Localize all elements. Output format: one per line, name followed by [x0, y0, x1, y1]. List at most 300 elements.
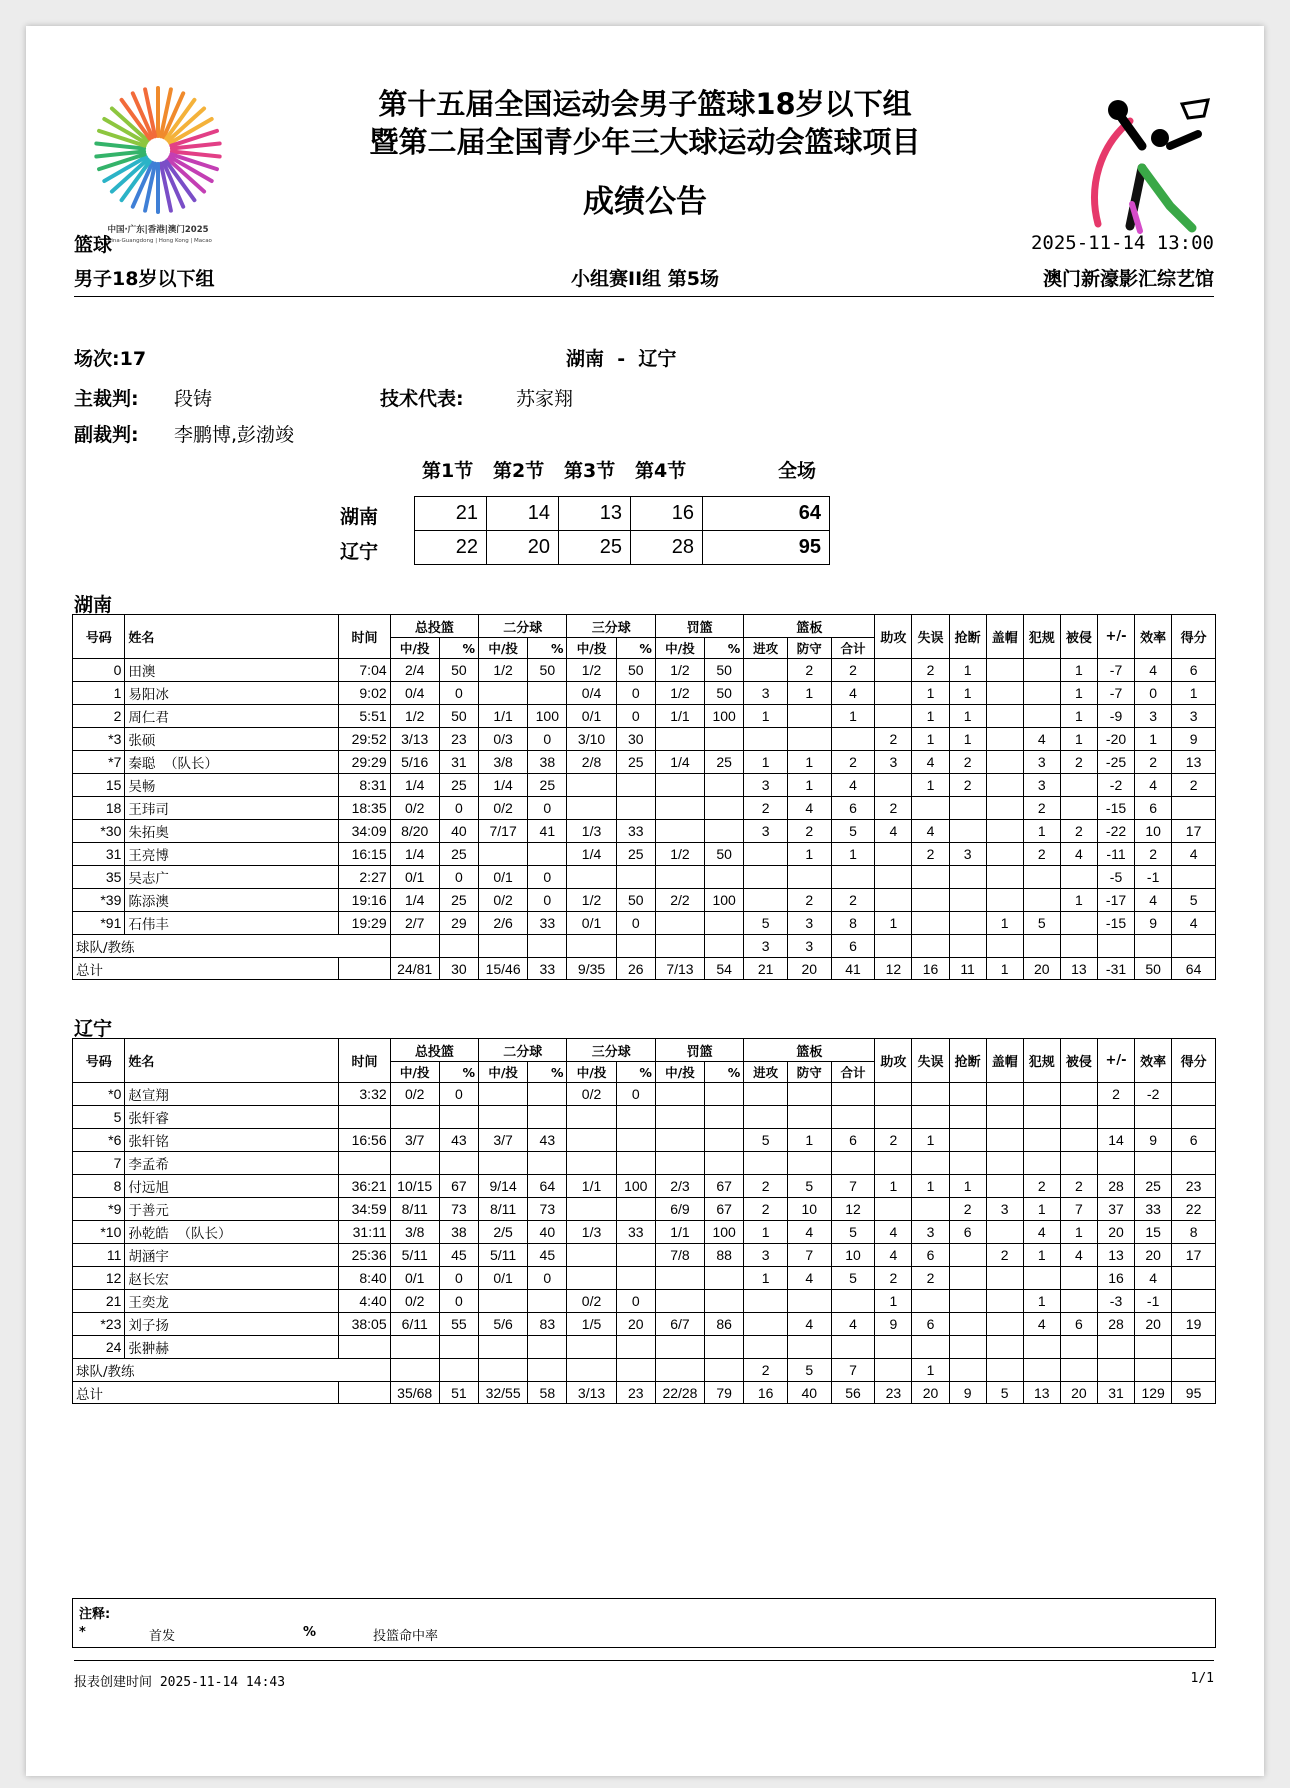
stat-cell	[705, 866, 744, 889]
empty-cell	[1172, 1359, 1216, 1382]
stat-cell: 16:15	[339, 843, 390, 866]
stat-cell	[567, 1106, 616, 1129]
stat-cell	[875, 659, 912, 682]
stat-cell: -20	[1097, 728, 1134, 751]
stat-cell: 2	[744, 1175, 788, 1198]
stat-cell: 3/10	[567, 728, 616, 751]
stat-cell: 1/3	[567, 1221, 616, 1244]
col-pf: 犯规	[1023, 1039, 1060, 1083]
total-cell: 20	[912, 1382, 949, 1404]
stat-cell: 9/14	[479, 1175, 528, 1198]
stat-cell	[390, 1106, 439, 1129]
player-row	[73, 912, 1216, 935]
player-row	[73, 751, 1216, 774]
col-ft: 罚篮	[655, 615, 743, 638]
stat-cell	[479, 1106, 528, 1129]
stat-cell: 9:02	[339, 682, 390, 705]
stat-cell	[986, 728, 1023, 751]
stat-cell: 1	[1060, 682, 1097, 705]
chief-ref-label: 主裁判:	[74, 388, 139, 410]
stat-cell: 8:40	[339, 1267, 390, 1290]
total-cell: 22/28	[655, 1382, 704, 1404]
quarter-row-team2	[415, 531, 830, 565]
stat-cell	[986, 1221, 1023, 1244]
stat-cell: 1	[744, 1221, 788, 1244]
stat-cell: 19:16	[339, 889, 390, 912]
stat-cell: 25	[439, 843, 478, 866]
empty-cell	[339, 1382, 390, 1404]
stat-cell	[875, 1198, 912, 1221]
stat-cell: 20	[1135, 1244, 1172, 1267]
stat-cell: 2	[912, 1267, 949, 1290]
player-name: 朱拓奥	[125, 820, 339, 843]
total-cell: 9/35	[567, 958, 616, 980]
stat-cell: 1/2	[567, 889, 616, 912]
player-row	[73, 774, 1216, 797]
stat-cell	[705, 1290, 744, 1313]
stat-cell: 50	[705, 659, 744, 682]
stat-cell: 1	[831, 843, 875, 866]
stat-cell: 1/2	[567, 659, 616, 682]
stat-cell: 21	[73, 1290, 125, 1313]
page-number: 1/1	[1190, 1671, 1214, 1686]
stat-cell: 0/1	[479, 1267, 528, 1290]
stat-cell: 4	[1172, 912, 1216, 935]
stat-cell: 2	[949, 751, 986, 774]
stat-cell: 8/11	[390, 1198, 439, 1221]
stat-cell: -25	[1097, 751, 1134, 774]
col-pct: %	[616, 638, 655, 659]
stat-cell: 2	[1023, 1175, 1060, 1198]
stat-cell	[705, 1129, 744, 1152]
empty-cell	[655, 1359, 704, 1382]
stat-cell: 3/13	[390, 728, 439, 751]
stat-cell: 31	[439, 751, 478, 774]
stat-cell: 7	[1060, 1198, 1097, 1221]
stat-cell	[875, 682, 912, 705]
stat-cell: 34:59	[339, 1198, 390, 1221]
stat-cell	[986, 1106, 1023, 1129]
stat-cell: 16:56	[339, 1129, 390, 1152]
player-name: 孙乾皓 （队长）	[125, 1221, 339, 1244]
total-cell: 20	[1023, 958, 1060, 980]
stat-cell	[567, 1129, 616, 1152]
total-cell: 33	[528, 958, 567, 980]
stat-cell	[949, 797, 986, 820]
player-row	[73, 1106, 1216, 1129]
stat-cell: 1/1	[655, 1221, 704, 1244]
team-to: 1	[912, 1359, 949, 1382]
empty-cell	[1060, 1359, 1097, 1382]
stat-cell: 5/16	[390, 751, 439, 774]
stat-cell: 1	[912, 774, 949, 797]
total-cell: 58	[528, 1382, 567, 1404]
stat-cell	[986, 820, 1023, 843]
stat-cell: 3	[744, 682, 788, 705]
stat-cell	[1172, 797, 1216, 820]
col-no: 号码	[73, 1039, 125, 1083]
stat-cell: 3	[1172, 705, 1216, 728]
stat-cell	[1060, 912, 1097, 935]
player-row	[73, 705, 1216, 728]
stat-cell: 3	[787, 912, 831, 935]
col-pct: %	[705, 1062, 744, 1083]
stat-cell: 19	[1172, 1313, 1216, 1336]
notes-box	[72, 1598, 1216, 1648]
stat-cell: 7/8	[655, 1244, 704, 1267]
stat-cell	[390, 1152, 439, 1175]
empty-cell	[439, 935, 478, 958]
stat-cell: 0	[528, 728, 567, 751]
col-eff: 效率	[1135, 1039, 1172, 1083]
stat-cell	[567, 1336, 616, 1359]
stat-cell	[986, 774, 1023, 797]
sport-label: 篮球	[74, 234, 113, 256]
empty-cell	[655, 935, 704, 958]
stat-cell: 2	[1135, 751, 1172, 774]
stat-cell: 2	[787, 659, 831, 682]
player-row	[73, 1198, 1216, 1221]
team-ast	[875, 935, 912, 958]
stat-cell	[875, 705, 912, 728]
assistant-refs: 李鹏博,彭渤竣	[174, 424, 295, 446]
stat-cell: *7	[73, 751, 125, 774]
total-row	[73, 1382, 1216, 1404]
player-row	[73, 659, 1216, 682]
col-stl: 抢断	[949, 1039, 986, 1083]
stat-cell	[528, 1152, 567, 1175]
total-cell: 26	[616, 958, 655, 980]
col-made-att: 中/投	[479, 1062, 528, 1083]
col-pct: %	[616, 1062, 655, 1083]
stat-cell: 2	[787, 820, 831, 843]
stat-cell	[705, 1336, 744, 1359]
stat-cell: 3/7	[479, 1129, 528, 1152]
col-three: 三分球	[567, 1039, 655, 1062]
stat-cell	[1023, 682, 1060, 705]
q-score: 22	[415, 531, 487, 565]
stat-cell: 67	[705, 1198, 744, 1221]
player-row	[73, 1083, 1216, 1106]
stat-cell	[912, 797, 949, 820]
stat-cell: 10/15	[390, 1175, 439, 1198]
empty-cell	[479, 1359, 528, 1382]
stat-cell	[1172, 1083, 1216, 1106]
stat-cell: 12	[831, 1198, 875, 1221]
stat-cell: 8:31	[339, 774, 390, 797]
stat-cell	[912, 912, 949, 935]
stat-cell: 1	[1060, 1221, 1097, 1244]
stat-cell: *0	[73, 1083, 125, 1106]
team-def: 3	[787, 935, 831, 958]
col-ast: 助攻	[875, 615, 912, 659]
player-name: 张轩睿	[125, 1106, 339, 1129]
col-pts: 得分	[1172, 1039, 1216, 1083]
stat-cell: 0	[616, 1083, 655, 1106]
stat-cell: 2	[912, 659, 949, 682]
stat-cell: 50	[616, 889, 655, 912]
stat-cell: *23	[73, 1313, 125, 1336]
stat-cell	[567, 1152, 616, 1175]
player-name: 吴畅	[125, 774, 339, 797]
stat-cell: 1	[744, 705, 788, 728]
total-header: 全场	[778, 460, 817, 482]
stat-cell	[744, 866, 788, 889]
player-name: 张硕	[125, 728, 339, 751]
player-row	[73, 1152, 1216, 1175]
stat-cell: 0/2	[479, 797, 528, 820]
stat-cell: 0/1	[390, 866, 439, 889]
quarter-row-team1	[415, 497, 830, 531]
stat-cell: 7/17	[479, 820, 528, 843]
stat-cell: 2/7	[390, 912, 439, 935]
stat-cell: 25	[1135, 1175, 1172, 1198]
stat-cell	[787, 1152, 831, 1175]
stat-cell: 2:27	[339, 866, 390, 889]
stat-cell	[567, 866, 616, 889]
stat-cell	[986, 866, 1023, 889]
stat-cell: 1/2	[390, 705, 439, 728]
quarter-header-3: 第3节	[564, 460, 616, 482]
stat-cell	[986, 797, 1023, 820]
col-reb: 篮板	[744, 1039, 875, 1062]
player-name: 付远旭	[125, 1175, 339, 1198]
stat-cell	[986, 843, 1023, 866]
stat-cell: 1	[1023, 1290, 1060, 1313]
notes-star-symbol: *	[79, 1625, 86, 1640]
stat-cell: 5	[744, 912, 788, 935]
empty-cell	[1135, 935, 1172, 958]
stat-cell: 0/4	[390, 682, 439, 705]
stat-cell	[949, 912, 986, 935]
empty-cell	[1060, 935, 1097, 958]
col-two: 二分球	[479, 1039, 567, 1062]
stat-cell	[705, 1083, 744, 1106]
stat-cell	[1060, 1336, 1097, 1359]
stat-cell: 2/2	[655, 889, 704, 912]
stat-cell: 1/1	[567, 1175, 616, 1198]
q-score: 25	[559, 531, 631, 565]
col-to: 失误	[912, 615, 949, 659]
notes-title: 注释:	[79, 1607, 111, 1622]
stat-cell	[655, 820, 704, 843]
stat-cell	[744, 1106, 788, 1129]
col-made-att: 中/投	[390, 1062, 439, 1083]
stat-cell: -7	[1097, 659, 1134, 682]
team-tot: 7	[831, 1359, 875, 1382]
stat-cell: *91	[73, 912, 125, 935]
stat-cell	[567, 1198, 616, 1221]
stat-cell	[1023, 1106, 1060, 1129]
stat-cell	[787, 705, 831, 728]
stat-cell: 4	[875, 1221, 912, 1244]
stat-cell: 12	[73, 1267, 125, 1290]
stat-cell	[744, 889, 788, 912]
stat-cell: 2/4	[390, 659, 439, 682]
match-number: 场次:17	[74, 348, 147, 370]
stat-cell: 2	[1023, 843, 1060, 866]
stat-cell: 2	[1097, 1083, 1134, 1106]
empty-cell	[567, 935, 616, 958]
empty-cell	[1097, 1359, 1134, 1382]
stat-cell	[912, 866, 949, 889]
title-line2: 暨第二届全国青少年三大球运动会篮球项目	[369, 125, 921, 159]
stat-cell	[705, 1106, 744, 1129]
col-reb-tot: 合计	[831, 638, 875, 659]
team-coach-label: 球队/教练	[73, 935, 391, 958]
stat-cell: 1/2	[655, 682, 704, 705]
stat-cell: 1/4	[390, 889, 439, 912]
quarter-score-table	[414, 496, 830, 565]
player-name: 胡涵宇	[125, 1244, 339, 1267]
stat-cell: 0	[528, 1267, 567, 1290]
stat-cell	[912, 889, 949, 912]
stat-cell: 18:35	[339, 797, 390, 820]
total-cell: 1	[986, 958, 1023, 980]
total-cell: 7/13	[655, 958, 704, 980]
player-name: 赵宣翔	[125, 1083, 339, 1106]
stat-cell	[479, 1336, 528, 1359]
stat-cell	[616, 1129, 655, 1152]
stat-cell: 3	[1023, 774, 1060, 797]
stat-cell	[949, 1152, 986, 1175]
stat-cell: 50	[705, 843, 744, 866]
stat-cell: 1	[787, 843, 831, 866]
player-name: 赵长宏	[125, 1267, 339, 1290]
stat-cell	[986, 1267, 1023, 1290]
stat-cell: 13	[1172, 751, 1216, 774]
stat-cell: 1	[912, 1175, 949, 1198]
stat-cell: 31:11	[339, 1221, 390, 1244]
stat-cell: 33	[616, 820, 655, 843]
stat-cell: 5/6	[479, 1313, 528, 1336]
stat-cell: 18	[73, 797, 125, 820]
stat-cell: 5	[73, 1106, 125, 1129]
stat-cell	[875, 774, 912, 797]
stat-cell	[1060, 1129, 1097, 1152]
stat-cell	[655, 797, 704, 820]
stat-cell: 67	[705, 1175, 744, 1198]
col-blk: 盖帽	[986, 615, 1023, 659]
stat-cell: 3	[912, 1221, 949, 1244]
total-cell: 23	[875, 1382, 912, 1404]
stat-cell	[616, 1244, 655, 1267]
stat-cell	[439, 1152, 478, 1175]
stat-cell	[479, 1083, 528, 1106]
round-label: 小组赛II组 第5场	[571, 268, 719, 290]
total-cell: 41	[831, 958, 875, 980]
player-name: 石伟丰	[125, 912, 339, 935]
col-ast: 助攻	[875, 1039, 912, 1083]
stat-cell	[787, 728, 831, 751]
stat-cell: 23	[1172, 1175, 1216, 1198]
stat-cell: 1/2	[655, 843, 704, 866]
total-cell: 12	[875, 958, 912, 980]
total-cell: 13	[1023, 1382, 1060, 1404]
stat-cell: 1/1	[655, 705, 704, 728]
stat-cell: 1	[1060, 659, 1097, 682]
col-made-att: 中/投	[655, 638, 704, 659]
col-off: 进攻	[744, 1062, 788, 1083]
stat-cell: 1	[1023, 820, 1060, 843]
stat-cell	[1060, 1290, 1097, 1313]
stat-cell	[616, 866, 655, 889]
stat-cell: 4	[1135, 774, 1172, 797]
stat-cell: 3/8	[479, 751, 528, 774]
col-off: 进攻	[744, 638, 788, 659]
stat-cell: 50	[616, 659, 655, 682]
stat-cell	[744, 659, 788, 682]
stat-cell: 6	[912, 1244, 949, 1267]
stat-cell	[744, 843, 788, 866]
stat-cell: 2/5	[479, 1221, 528, 1244]
col-pm: +/-	[1097, 1039, 1134, 1083]
stat-cell	[567, 1244, 616, 1267]
player-name: 王玮司	[125, 797, 339, 820]
stat-cell: 2	[787, 889, 831, 912]
stat-cell: 50	[705, 682, 744, 705]
stat-cell	[616, 1198, 655, 1221]
team-coach-row	[73, 935, 1216, 958]
stat-cell	[744, 1313, 788, 1336]
stat-cell: 2	[1060, 820, 1097, 843]
stat-cell	[986, 751, 1023, 774]
col-pts: 得分	[1172, 615, 1216, 659]
stat-cell	[1023, 1267, 1060, 1290]
total-cell: 51	[439, 1382, 478, 1404]
stat-cell	[1060, 1106, 1097, 1129]
stat-cell	[1172, 866, 1216, 889]
stat-cell	[986, 682, 1023, 705]
stat-cell: 4	[1135, 659, 1172, 682]
stat-cell: 64	[528, 1175, 567, 1198]
q-total: 95	[703, 531, 830, 565]
stat-cell	[528, 843, 567, 866]
stat-cell: 1	[1023, 1244, 1060, 1267]
stat-cell	[616, 1106, 655, 1129]
stat-cell: 4	[1135, 1267, 1172, 1290]
player-row	[73, 1175, 1216, 1198]
stat-cell	[831, 728, 875, 751]
stat-cell	[1135, 1106, 1172, 1129]
stat-cell: 2	[875, 797, 912, 820]
stat-cell	[912, 1152, 949, 1175]
team-coach-row	[73, 1359, 1216, 1382]
stat-cell	[567, 1267, 616, 1290]
stat-cell: 9	[1172, 728, 1216, 751]
stat-cell: 0	[73, 659, 125, 682]
stat-cell	[339, 1106, 390, 1129]
stat-cell: 3	[744, 820, 788, 843]
stat-cell: 6	[1135, 797, 1172, 820]
stat-cell: 14	[1097, 1129, 1134, 1152]
stat-cell: 0	[439, 682, 478, 705]
logo-subtext: China·Guangdong | Hong Kong | Macao	[104, 238, 212, 244]
stat-cell: 4	[787, 1313, 831, 1336]
stat-cell	[831, 1290, 875, 1313]
stat-cell: 19:29	[339, 912, 390, 935]
team-to	[912, 935, 949, 958]
stat-cell	[655, 1336, 704, 1359]
stat-cell: 0	[616, 1290, 655, 1313]
group-label: 男子18岁以下组	[74, 268, 215, 290]
player-row	[73, 1267, 1216, 1290]
col-pf: 犯规	[1023, 615, 1060, 659]
stat-cell: 5	[744, 1129, 788, 1152]
stat-cell	[787, 1290, 831, 1313]
col-to: 失误	[912, 1039, 949, 1083]
stat-cell: 2	[1172, 774, 1216, 797]
